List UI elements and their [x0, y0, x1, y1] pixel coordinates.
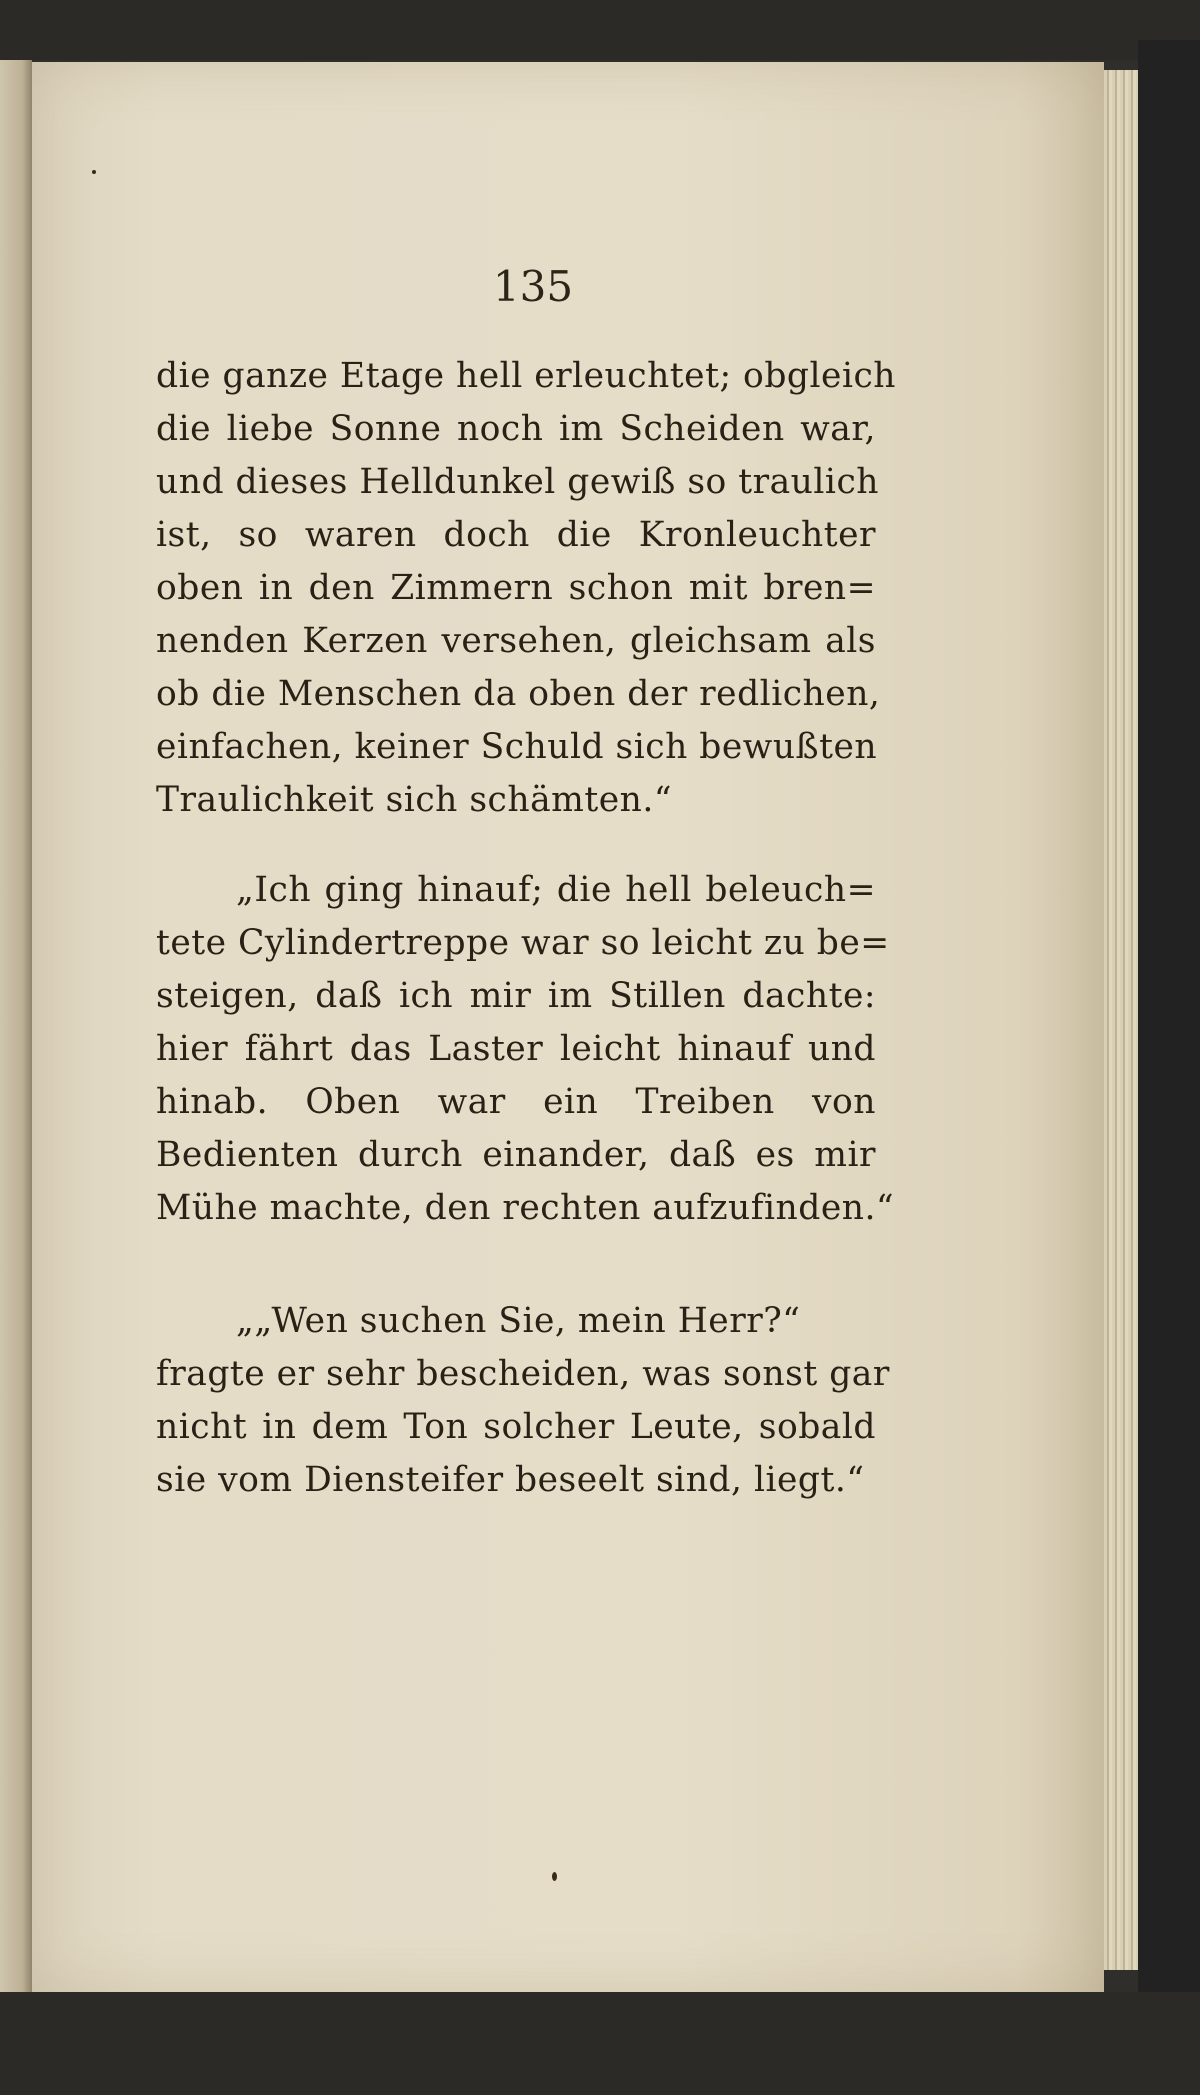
text-line: tete Cylindertreppe war so leicht zu be=	[156, 923, 890, 963]
text-line: „„Wen suchen Sie, mein Herr?“	[236, 1301, 801, 1341]
text-line: hinab. Oben war ein Treiben von	[156, 1082, 876, 1122]
text-line: „Ich ging hinauf; die hell beleuch=	[236, 870, 876, 910]
page-stack-edge	[1104, 70, 1138, 1970]
text-line: Traulichkeit sich schämten.“	[156, 780, 672, 820]
text-line: ist, so waren doch die Kronleuchter	[156, 515, 876, 555]
text-line: die liebe Sonne noch im Scheiden war,	[156, 409, 876, 449]
text-line: steigen, daß ich mir im Stillen dachte:	[156, 976, 876, 1016]
left-page-edge	[0, 60, 32, 2095]
text-line: nenden Kerzen versehen, gleichsam als	[156, 621, 876, 661]
text-line: einfachen, keiner Schuld sich bewußten	[156, 727, 878, 767]
text-line: ob die Menschen da oben der redlichen,	[156, 674, 881, 714]
text-line: oben in den Zimmern schon mit bren=	[156, 568, 876, 608]
text-line: die ganze Etage hell erleuchtet; obgleich	[156, 356, 897, 396]
right-cover-edge	[1138, 40, 1200, 2095]
bottom-cover-edge	[0, 1992, 1200, 2095]
page-number: 135	[492, 262, 574, 311]
top-cover-edge	[0, 0, 1200, 60]
text-line: Mühe machte, den rechten aufzufinden.“	[156, 1188, 895, 1228]
paragraph-2	[156, 864, 895, 1235]
text-line: Bedienten durch einander, daß es mir	[156, 1135, 876, 1175]
text-line: und dieses Helldunkel gewiß so traulich	[156, 462, 880, 502]
paragraph-1	[156, 350, 897, 827]
text-line: sie vom Diensteifer beseelt sind, liegt.“	[156, 1460, 865, 1500]
text-line: fragte er sehr bescheiden, was sonst gar	[156, 1354, 890, 1394]
paper-speck	[552, 1872, 557, 1881]
text-line: nicht in dem Ton solcher Leute, sobald	[156, 1407, 876, 1447]
text-line: hier fährt das Laster leicht hinauf und	[156, 1029, 876, 1069]
paper-speck	[92, 170, 96, 174]
paragraph-3	[156, 1295, 890, 1507]
